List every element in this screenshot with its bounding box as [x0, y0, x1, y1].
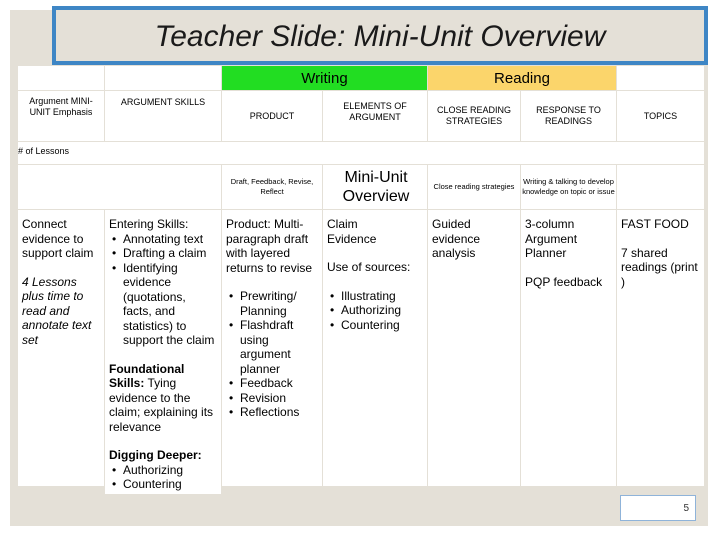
use-of-sources-label: Use of sources:	[327, 260, 411, 274]
subheader-response	[521, 165, 616, 209]
header-blank-3	[617, 66, 704, 90]
header-reading	[428, 66, 616, 90]
subheader-product	[222, 165, 322, 209]
reading-label: Reading	[494, 69, 550, 87]
subheader-close	[428, 165, 520, 209]
page-number: 5	[683, 503, 689, 514]
close-sub-label: Close reading strategies	[433, 182, 515, 191]
col-elements-body	[323, 210, 427, 486]
argument-skills-label: ARGUMENT SKILLS	[120, 97, 206, 107]
claim-label: Claim	[327, 217, 358, 231]
readings-text: 7 shared readings (print )	[621, 245, 698, 289]
subheader-blank	[18, 165, 221, 209]
product-prefix: Product:	[226, 217, 271, 231]
sources-item: • Countering	[327, 318, 423, 333]
col-response-body	[521, 210, 616, 486]
topic-text: FAST FOOD	[621, 217, 689, 231]
header-elements	[323, 91, 427, 141]
emphasis-line-1: Connect evidence to support claim	[22, 217, 94, 260]
header-blank-1	[18, 66, 104, 90]
col-product-body	[222, 210, 322, 486]
foundational-label: Foundational Skills:	[109, 361, 185, 390]
emphasis-line-2: 4 Lessons plus time to read and annotate text set	[22, 274, 92, 347]
response-sub-label: Writing & talking to develop knowledge on topic or issue	[522, 177, 615, 196]
col-topics-body	[617, 210, 704, 486]
col-emphasis-body	[18, 210, 104, 486]
num-lessons-label: # of Lessons	[18, 146, 70, 156]
header-argument-emphasis	[18, 91, 104, 141]
entering-label: Entering Skills:	[109, 217, 189, 231]
digging-label: Digging Deeper:	[109, 448, 202, 462]
evidence-label: Evidence	[327, 231, 377, 246]
sources-list	[327, 289, 423, 333]
header-writing	[222, 66, 427, 90]
product-sub-label: Draft, Feedback, Revise, Reflect	[230, 177, 314, 196]
argument-emphasis-label: Argument MINI-UNIT Emphasis	[29, 96, 93, 117]
title-box	[52, 6, 708, 65]
mini-unit-overview-label: Mini-Unit Overview	[342, 169, 410, 205]
digging-item: • Countering	[109, 477, 217, 492]
pqp-feedback-text: PQP feedback	[525, 274, 603, 289]
entering-item: • Annotating text	[109, 232, 217, 247]
header-blank-2	[105, 66, 221, 90]
elements-label: ELEMENTS OF ARGUMENT	[343, 101, 407, 122]
writing-steps-list	[226, 289, 318, 420]
lessons-row	[18, 142, 704, 164]
page-number-box	[620, 495, 696, 521]
topics-label: TOPICS	[643, 110, 678, 121]
planner-text: 3-column Argument Planner	[525, 217, 578, 260]
sources-item: • Illustrating	[327, 289, 423, 304]
writing-step: • Revision	[226, 391, 318, 406]
slide-title: Teacher Slide: Mini-Unit Overview	[154, 20, 606, 53]
writing-step: • Flashdraft using argument planner	[226, 318, 318, 376]
header-product	[222, 91, 322, 141]
writing-step: • Feedback	[226, 376, 318, 391]
col-close-body	[428, 210, 520, 486]
header-argument-skills	[105, 91, 221, 141]
header-topics	[617, 91, 704, 141]
entering-item: • Identifying evidence (quotations, facts, and statistics) to support the claim	[109, 261, 217, 348]
col-skills-body	[105, 210, 221, 494]
writing-step: • Prewriting/ Planning	[226, 289, 318, 318]
digging-item: • Authorizing	[109, 463, 217, 478]
entering-list	[109, 232, 217, 348]
header-close-reading	[428, 91, 520, 141]
sources-item: • Authorizing	[327, 303, 423, 318]
header-response	[521, 91, 616, 141]
product-text: Multi-paragraph draft with layered returns to revise	[226, 217, 313, 275]
writing-label: Writing	[301, 69, 348, 87]
product-label: PRODUCT	[249, 110, 295, 121]
digging-list	[109, 463, 217, 492]
subheader-mini-unit	[323, 165, 427, 209]
response-label: RESPONSE TO READINGS	[536, 105, 601, 126]
subheader-topics-blank	[617, 165, 704, 209]
foundational-text: Tying evidence to the claim; explaining its relevance	[109, 376, 214, 434]
writing-step: • Reflections	[226, 405, 318, 420]
overview-table	[18, 66, 704, 516]
close-reading-text: Guided evidence analysis	[432, 217, 481, 260]
close-reading-label: CLOSE READING STRATEGIES	[436, 105, 512, 126]
entering-item: • Drafting a claim	[109, 246, 217, 261]
